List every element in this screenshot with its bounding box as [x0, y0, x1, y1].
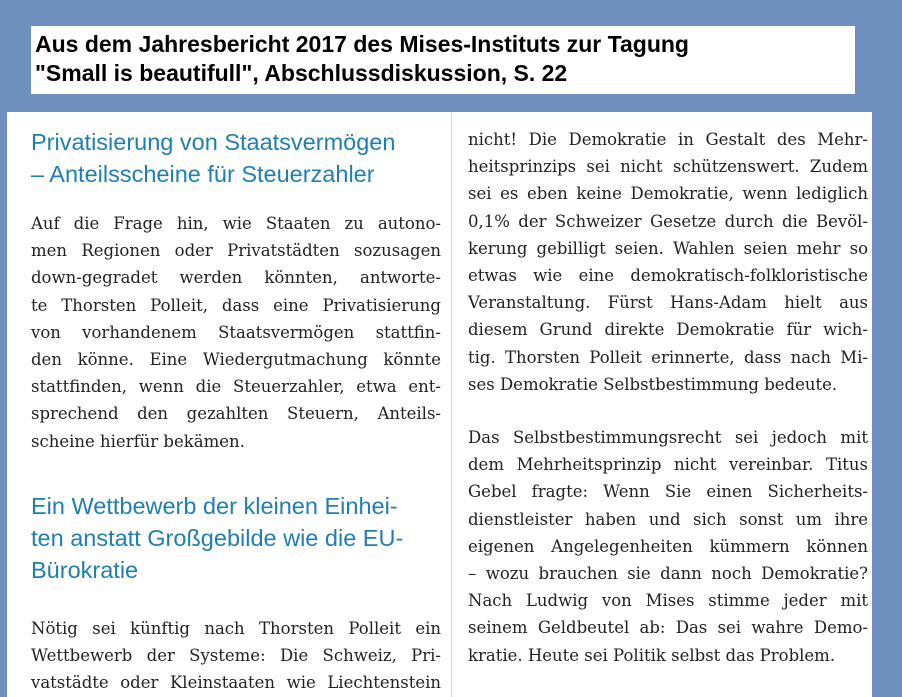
text-line: Wettbewerb der Systeme: Die Schweiz, Pri- [31, 646, 441, 666]
text-line: vatstädte oder Kleinstaaten wie Liechtenstein [31, 673, 441, 693]
heading-privatisierung [31, 126, 451, 190]
paragraph-noetig [31, 615, 441, 697]
text-line: seinem Geldbeutel ab: Das sei wahre Demo- [468, 618, 868, 638]
text-line: stattfinden, wenn die Steuerzahler, etwa ent- [31, 377, 441, 397]
heading-wettbewerb [31, 490, 451, 586]
paragraph-selbstbestimmung [468, 424, 868, 669]
text-line: diesem Grund direkte Demokratie für wich- [468, 320, 868, 340]
heading-line: Privatisierung von Staatsvermögen [31, 129, 396, 155]
document-page [7, 112, 872, 697]
column-divider [451, 112, 452, 697]
text-line: kerung gebilligt seien. Wahlen seien mehr so [468, 238, 868, 258]
caption-line-1: Aus dem Jahresbericht 2017 des Mises-Instituts zur Tagung [35, 31, 689, 57]
heading-line: Ein Wettbewerb der kleinen Einhei- [31, 493, 398, 519]
text-line: ses Demokratie Selbstbestimmung bedeute. [468, 374, 838, 394]
text-line: Nach Ludwig von Mises stimme jeder mit [468, 591, 868, 611]
text-line: – wozu brauchen sie dann noch Demokratie? [468, 564, 868, 584]
caption-line-2: "Small is beautifull", Abschlussdiskussion, S. 22 [35, 60, 568, 86]
text-line: Auf die Frage hin, wie Staaten zu autono- [31, 214, 441, 233]
text-line: Das Selbstbestimmungsrecht sei jedoch mit [468, 428, 868, 447]
text-line: Nötig sei künftig nach Thorsten Polleit ein [31, 619, 441, 638]
text-line: sei es eben keine Demokratie, wenn lediglich [468, 184, 868, 204]
heading-line: ten anstatt Großgebilde wie die EU- [31, 525, 404, 551]
paragraph-frage [31, 210, 441, 455]
text-line: kratie. Heute sei Politik selbst das Problem. [468, 645, 836, 665]
caption-box [31, 26, 855, 94]
text-line: 0,1% der Schweizer Gesetze durch die Bevöl- [468, 211, 868, 231]
text-line: tig. Thorsten Polleit erinnerte, dass nach Mi- [468, 347, 868, 367]
text-line: nicht! Die Demokratie in Gestalt des Mehr- [468, 130, 868, 149]
text-line: Veranstaltung. Fürst Hans-Adam hielt aus [468, 293, 868, 313]
text-line: heitsprinzips sei nicht schützenswert. Zudem [468, 157, 868, 177]
text-line: down-gegradet werden könnten, antworte- [31, 268, 441, 288]
text-line: etwas wie eine demokratisch-folkloristische [468, 266, 868, 286]
text-line: men Regionen oder Privatstädten sozusagen [31, 241, 441, 261]
text-line: Gebel fragte: Wenn Sie einen Sicherheits- [468, 482, 868, 502]
text-line: te Thorsten Polleit, dass eine Privatisierung [31, 295, 441, 315]
heading-line: Bürokratie [31, 557, 139, 583]
text-line: von vorhandenem Staatsvermögen stattfin- [31, 322, 441, 342]
heading-line: – Anteilsscheine für Steuerzahler [31, 161, 375, 187]
paragraph-demokratie [468, 126, 868, 398]
text-line: eigenen Angelegenheiten kümmern können [468, 536, 868, 556]
text-line: dem Mehrheitsprinzip nicht vereinbar. Titus [468, 455, 868, 475]
text-line: sprechend den gezahlten Steuern, Anteils- [31, 404, 441, 424]
text-line: dienstleister haben und sich sonst um ihre [468, 509, 868, 529]
text-line: scheine hierfür bekämen. [31, 431, 245, 451]
text-line: den könne. Eine Wiedergutmachung könnte [31, 350, 441, 370]
